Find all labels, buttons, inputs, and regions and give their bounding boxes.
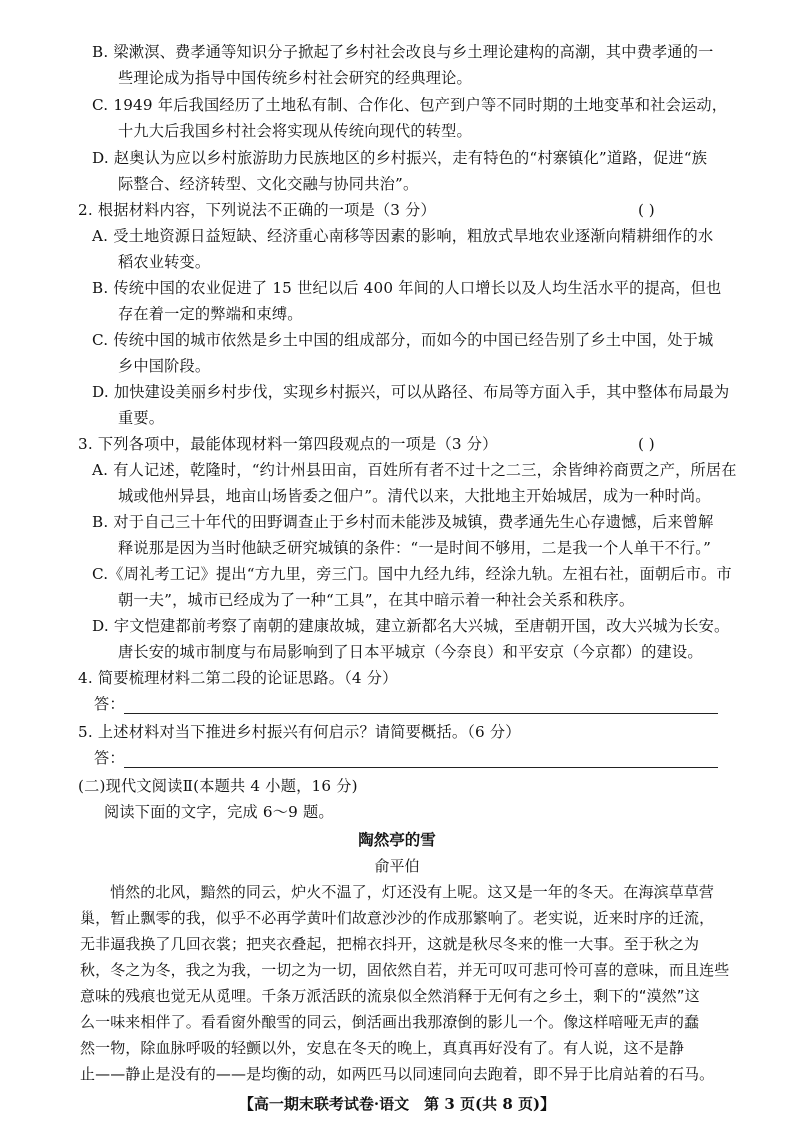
q3-option-c-line2: 朝一夫”，城市已经成为了一种“工具”，在其中暗示着一种社会关系和秩序。 bbox=[118, 591, 635, 609]
q1-option-b-line1: B. 梁漱溟、费孝通等知识分子掀起了乡村社会改良与乡土理论建构的高潮，其中费孝通的一 bbox=[92, 43, 714, 61]
essay-line: 秋，冬之为冬，我之为我，一切之为一切，固依然自若，并无可叹可悲可怜可喜的意味，而且连些 bbox=[80, 961, 730, 979]
q3-option-a-line1: A. 有人记述，乾隆时，“约计州县田亩，百姓所有者不过十之二三，余皆绅衿商贾之产，所居在 bbox=[92, 461, 737, 479]
q2-option-c-line2: 乡中国阶段。 bbox=[118, 357, 211, 375]
essay-line: 意味的残痕也觉无从觅哩。千条万派活跃的流泉似全然消释于无何有之乡土，剩下的“漠然”这 bbox=[80, 987, 700, 1005]
q2-option-a-line2: 稻农业转变。 bbox=[118, 253, 211, 271]
essay-line: 止——静止是没有的——是均衡的动，如两匹马以同速同向去跑着，即不异于比肩站着的石马。 bbox=[80, 1065, 715, 1083]
q1-option-d-line2: 际整合、经济转型、文化交融与协同共治”。 bbox=[118, 175, 419, 193]
q5-stem: 5. 上述材料对当下推进乡村振兴有何启示？请简要概括。（6 分） bbox=[78, 723, 521, 741]
essay-line: 无非逼我换了几回衣裳；把夹衣叠起，把棉衣抖开，这就是秋尽冬来的惟一大事。至于秋之为 bbox=[80, 935, 700, 953]
essay-line: 巢，暂止飘零的我，似乎不必再学黄叶们故意沙沙的作成那繁响了。老实说，近来时序的迁流， bbox=[80, 909, 715, 927]
essay-line: 然一物，除血脉呼吸的轻颤以外，安息在冬天的晚上，真真再好没有了。有人说，这不是静 bbox=[80, 1039, 685, 1057]
essay-line: 么一味来相伴了。看看窗外酿雪的同云，倒活画出我那潦倒的影儿一个。像这样喑哑无声的蠢 bbox=[80, 1013, 700, 1031]
q3-option-c-line1: C.《周礼考工记》提出“方九里，旁三门。国中九经九纬，经涂九轨。左祖右社，面朝后市。市 bbox=[92, 565, 732, 583]
q3-option-d-line2: 唐长安的城市制度与布局影响到了日本平城京（今奈良）和平安京（今京都）的建设。 bbox=[118, 643, 703, 661]
q2-option-c-line1: C. 传统中国的城市依然是乡土中国的组成部分，而如今的中国已经告别了乡土中国，处于城 bbox=[92, 331, 714, 349]
q4-answer-label: 答： bbox=[94, 695, 125, 713]
q3-answer-paren: ( ) bbox=[638, 435, 655, 453]
q3-option-d-line1: D. 宇文恺建都前考察了南朝的建康故城，建立新都名大兴城，至唐朝开国，改大兴城为长安。 bbox=[92, 617, 730, 635]
q3-stem: 3. 下列各项中，最能体现材料一第四段观点的一项是（3 分） bbox=[78, 435, 498, 453]
q5-answer-label: 答： bbox=[94, 749, 125, 767]
q2-option-b-line2: 存在着一定的弊端和束缚。 bbox=[118, 305, 303, 323]
q1-option-b-line2: 些理论成为指导中国传统乡村社会研究的经典理论。 bbox=[118, 69, 472, 87]
q2-option-b-line1: B. 传统中国的农业促进了 15 世纪以后 400 年间的人口增长以及人均生活水平的提高，但也 bbox=[92, 279, 722, 297]
q4-stem: 4. 简要梳理材料二第二段的论证思路。（4 分） bbox=[78, 669, 398, 687]
essay-title: 陶然亭的雪 bbox=[358, 830, 436, 849]
page-footer: 【高一期末联考试卷·语文 第 3 页(共 8 页)】 bbox=[238, 1095, 556, 1113]
essay-author: 俞平伯 bbox=[374, 857, 420, 875]
q1-option-c-line1: C. 1949 年后我国经历了土地私有制、合作化、包产到户等不同时期的土地变革和社会运动， bbox=[92, 96, 728, 114]
q2-stem: 2. 根据材料内容，下列说法不正确的一项是（3 分） bbox=[78, 201, 436, 219]
q5-answer-line[interactable] bbox=[124, 767, 718, 768]
q1-option-d-line1: D. 赵奥认为应以乡村旅游助力民族地区的乡村振兴，走有特色的“村寨镇化”道路，促进“族 bbox=[92, 149, 708, 167]
section2-instruction: 阅读下面的文字，完成 6～9 题。 bbox=[104, 803, 334, 821]
q4-answer-line[interactable] bbox=[124, 713, 718, 714]
q3-option-b-line2: 释说那是因为当时他缺乏研究城镇的条件：“一是时间不够用，二是我一个人单干不行。” bbox=[118, 539, 712, 557]
q2-option-d-line1: D. 加快建设美丽乡村步伐，实现乡村振兴，可以从路径、布局等方面入手，其中整体布局最为 bbox=[92, 383, 730, 401]
q3-option-b-line1: B. 对于自己三十年代的田野调查止于乡村而未能涉及城镇，费孝通先生心存遗憾，后来曾解 bbox=[92, 513, 714, 531]
q2-option-d-line2: 重要。 bbox=[118, 409, 165, 427]
q2-answer-paren: ( ) bbox=[638, 201, 655, 219]
section2-heading: (二)现代文阅读Ⅱ(本题共 4 小题，16 分) bbox=[78, 777, 358, 795]
q1-option-c-line2: 十九大后我国乡村社会将实现从传统向现代的转型。 bbox=[118, 122, 472, 140]
q3-option-a-line2: 城或他州异县，地亩山场皆委之佃户”。清代以来，大批地主开始城居，成为一种时尚。 bbox=[118, 487, 711, 505]
essay-line: 悄然的北风，黯然的同云，炉火不温了，灯还没有上呢。这又是一年的冬天。在海滨草草营 bbox=[110, 883, 715, 901]
q2-option-a-line1: A. 受土地资源日益短缺、经济重心南移等因素的影响，粗放式旱地农业逐渐向精耕细作的水 bbox=[92, 227, 714, 245]
